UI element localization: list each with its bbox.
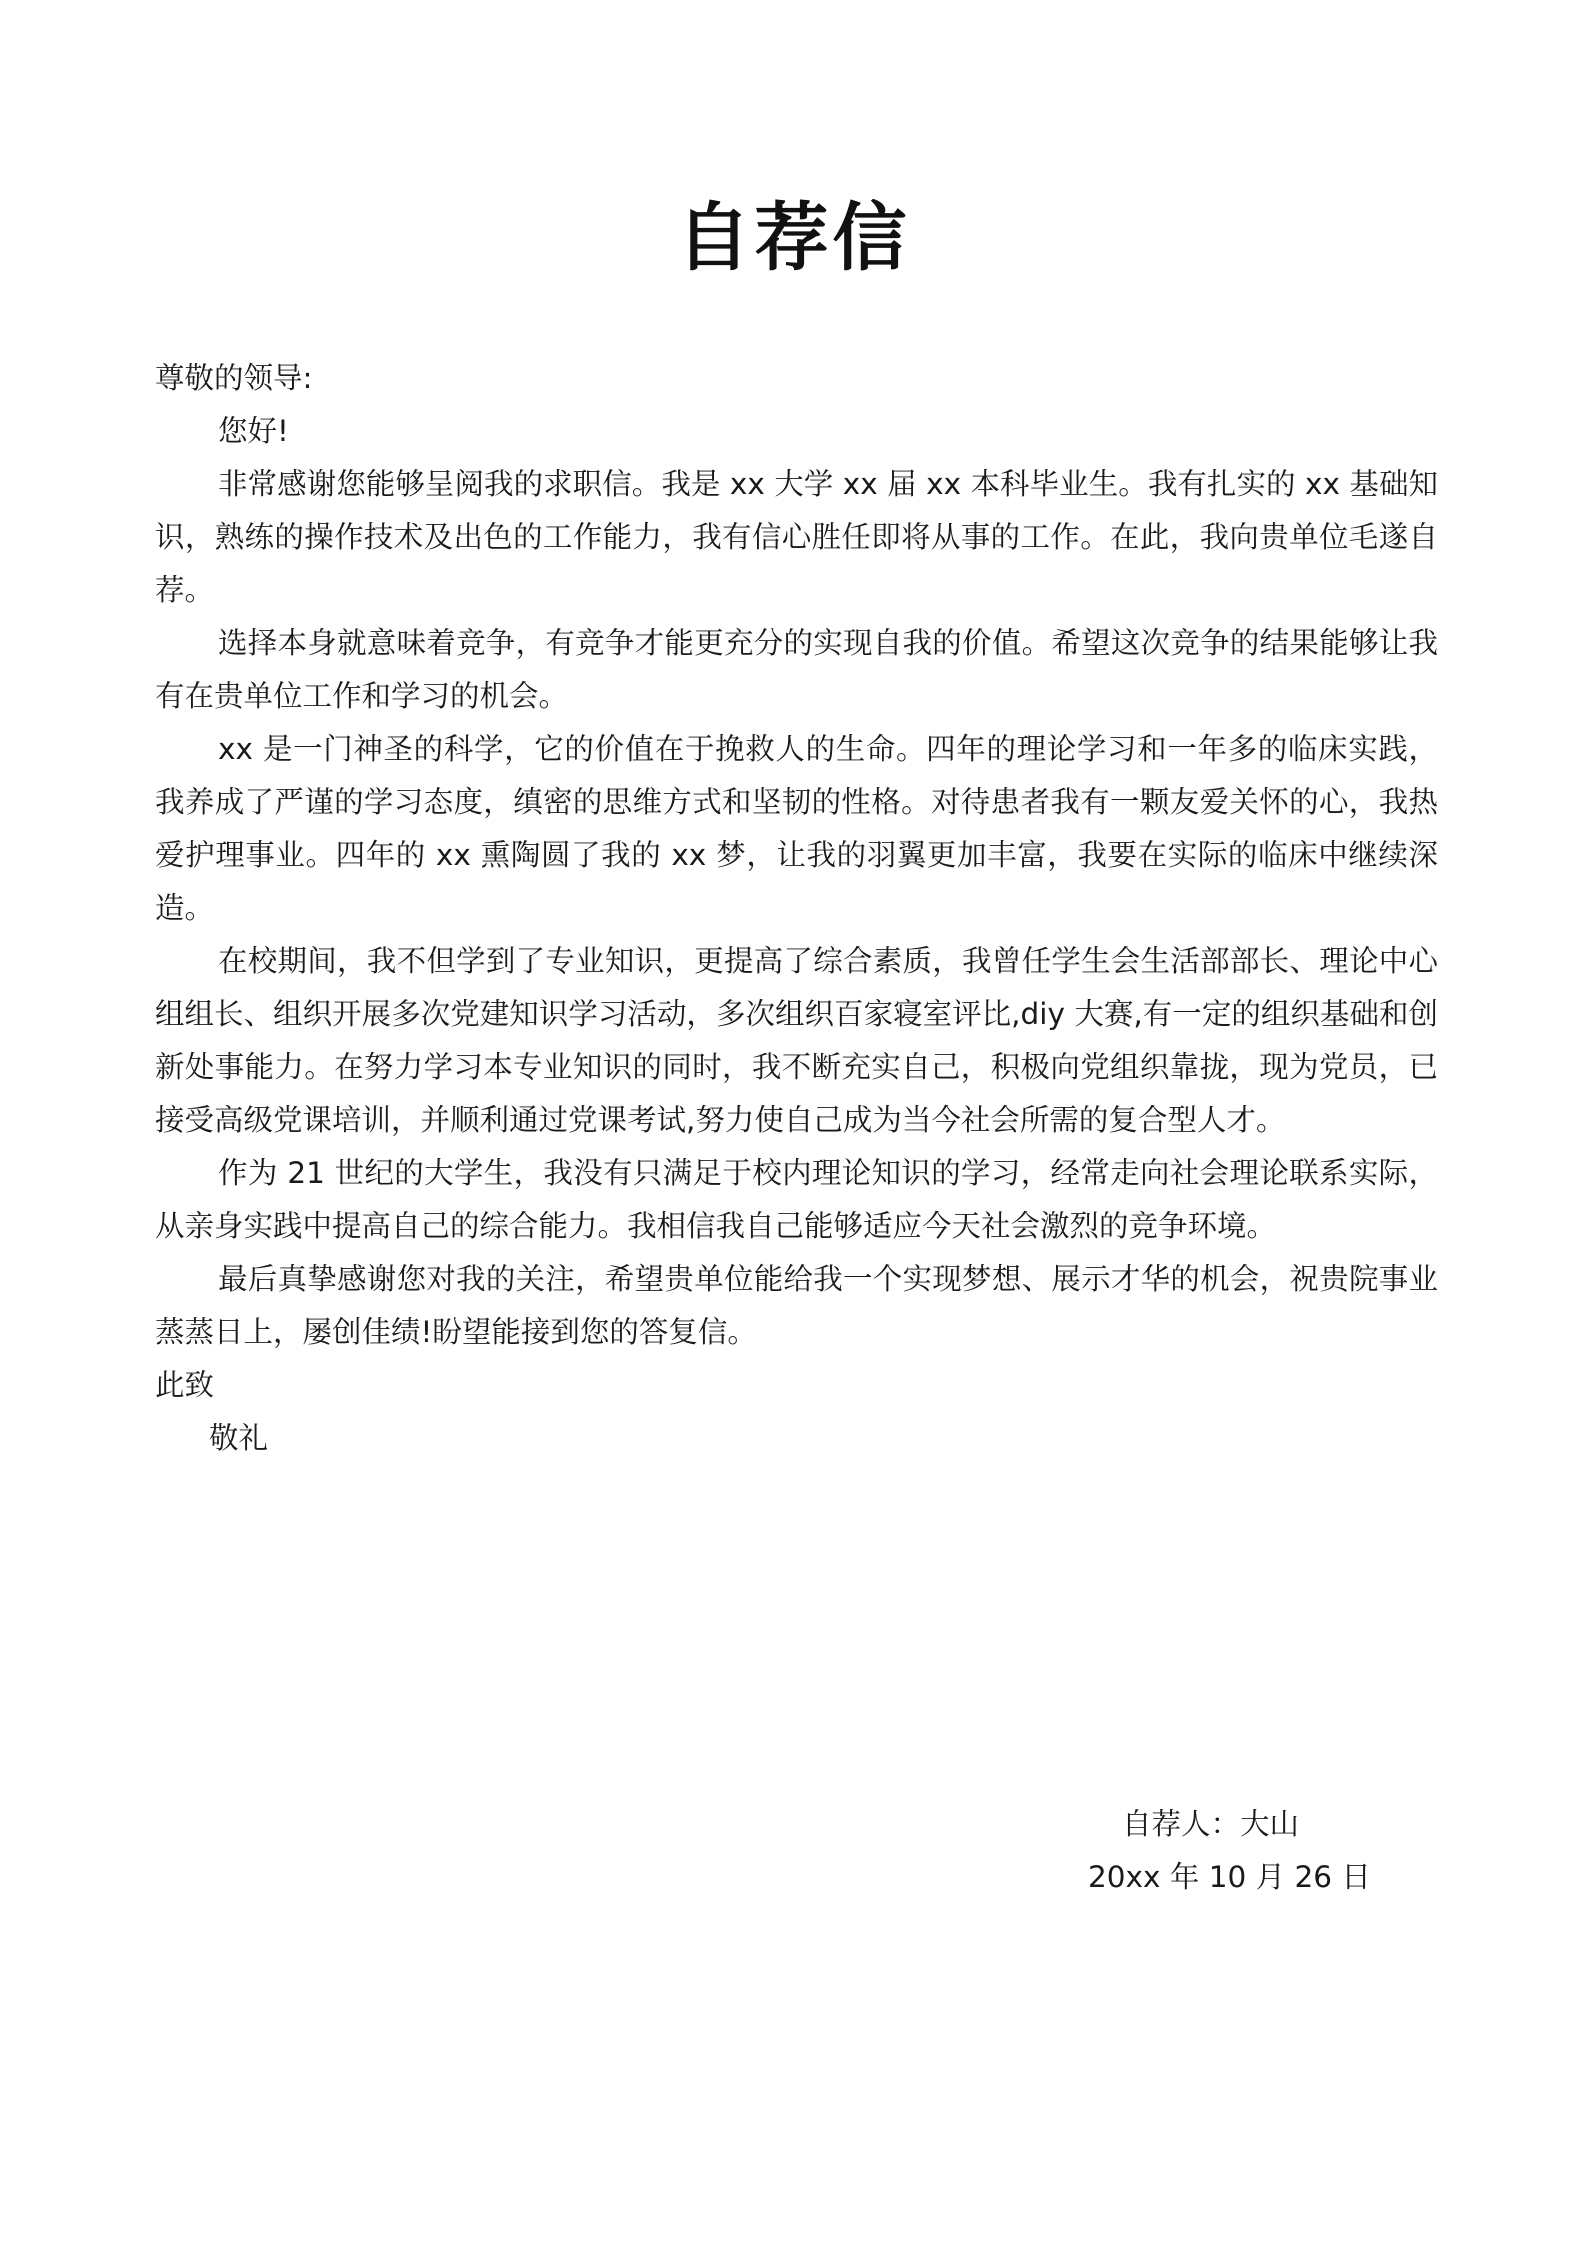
paragraph-competition: 选择本身就意味着竞争，有竞争才能更充分的实现自我的价值。希望这次竞争的结果能够让我有在贵单位工作和学习的机会。 <box>155 626 1438 713</box>
paragraph-campus-experience: 在校期间，我不但学到了专业知识，更提高了综合素质，我曾任学生会生活部部长、理论中心组组长、组织开展多次党建知识学习活动，多次组织百家寝室评比,diy 大赛,有一定的组织基础和创新处事能力。在努力学习本专业知识的同时，我不断充实自己，积极向党组织靠拢，现为党员，已接受高级党课培训，并顺利通过党课考试,努力使自己成为当今社会所需的复合型人才。 <box>155 944 1438 1137</box>
greeting: 您好! <box>218 414 289 448</box>
paragraph-intro: 非常感谢您能够呈阅我的求职信。我是 xx 大学 xx 届 xx 本科毕业生。我有扎实的 xx 基础知识，熟练的操作技术及出色的工作能力，我有信心胜任即将从事的工作。在此，我向贵单位毛遂自荐。 <box>155 467 1438 607</box>
signature-date: 20xx 年 10 月 26 日 <box>1088 1860 1371 1894</box>
letter-body <box>155 352 1438 1465</box>
salutation: 尊敬的领导: <box>155 361 313 395</box>
paragraph-thanks: 最后真挚感谢您对我的关注，希望贵单位能给我一个实现梦想、展示才华的机会，祝贵院事业蒸蒸日上，屡创佳绩!盼望能接到您的答复信。 <box>155 1262 1438 1349</box>
signature-name: 自荐人：大山 <box>1122 1807 1300 1841</box>
paragraph-practice: 作为 21 世纪的大学生，我没有只满足于校内理论知识的学习，经常走向社会理论联系实际，从亲身实践中提高自己的综合能力。我相信我自己能够适应今天社会激烈的竞争环境。 <box>155 1156 1438 1243</box>
document-title: 自荐信 <box>676 195 911 281</box>
paragraph-profession: xx 是一门神圣的科学，它的价值在于挽救人的生命。四年的理论学习和一年多的临床实践，我养成了严谨的学习态度，缜密的思维方式和坚韧的性格。对待患者我有一颗友爱关怀的心，我热爱护理事业。四年的 xx 熏陶圆了我的 xx 梦，让我的羽翼更加丰富，我要在实际的临床中继续深造。 <box>155 732 1438 925</box>
signature-block <box>1080 1798 1400 1904</box>
closing-cizhi: 此致 <box>155 1368 215 1402</box>
closing-jingli: 敬礼 <box>209 1421 269 1455</box>
